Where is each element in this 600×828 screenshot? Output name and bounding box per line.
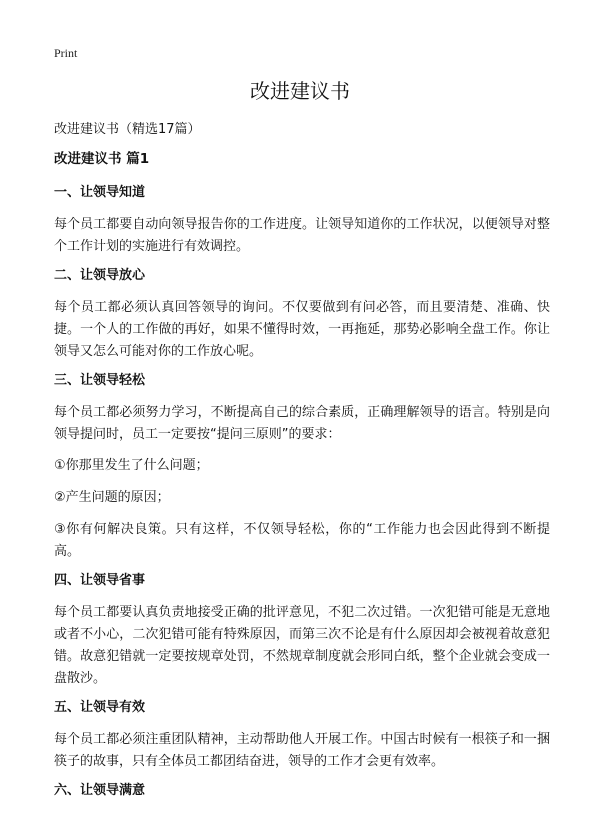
section-3: [54, 372, 550, 563]
paragraph: 每个员工都要认真负责地接受正确的批评意见，不犯二次过错。一次犯错可能是无意地或者不小心，二次犯错可能有特殊原因，而第三次不论是有什么原因却会被视着故意犯错。故意犯错就一定要按规章处罚，不然规章制度就会形同白纸，整个企业就会变成一盘散沙。: [54, 605, 550, 686]
part-heading: 改进建议书 篇1: [54, 151, 150, 167]
list-item: ③你有何解决良策。只有这样，不仅领导轻松，你的“工作能力也会因此得到不断提高。: [54, 522, 550, 559]
section-2: [54, 267, 550, 363]
document-subtitle: 改进建议书（精选17篇）: [54, 122, 201, 137]
section-6: [54, 782, 550, 800]
list-item: ②产生问题的原因；: [54, 490, 170, 505]
paragraph: 每个员工都必须注重团队精神，主动帮助他人开展工作。中国古时候有一根筷子和一捆筷子的故事，只有全体员工都团结奋进，领导的工作才会更有效率。: [54, 732, 550, 769]
section-heading: 三、让领导轻松: [54, 373, 146, 388]
section-5: [54, 699, 550, 773]
document-title: 改进建议书: [250, 79, 350, 103]
section-heading: 五、让领导有效: [54, 700, 146, 715]
print-link[interactable]: Print: [54, 46, 78, 60]
paragraph: 每个员工都必须努力学习，不断提高自己的综合素质，正确理解领导的语言。特别是向领导提问时，员工一定要按“提问三原则”的要求：: [54, 405, 550, 442]
paragraph: 每个员工都必须认真回答领导的询问。不仅要做到有问必答，而且要清楚、准确、快捷。一个人的工作做的再好，如果不懂得时效，一再拖延，那势必影响全盘工作。你让领导又怎么可能对你的工作放心呢。: [54, 300, 550, 359]
document-content: [54, 150, 550, 812]
section-heading: 六、让领导满意: [54, 783, 146, 798]
paragraph: 每个员工都要自动向领导报告你的工作进度。让领导知道你的工作状况，以便领导对整个工作计划的实施进行有效调控。: [54, 217, 550, 254]
section-4: [54, 572, 550, 690]
section-heading: 一、让领导知道: [54, 185, 146, 200]
section-heading: 四、让领导省事: [54, 573, 146, 588]
list-item: ①你那里发生了什么问题；: [54, 458, 209, 473]
section-1: [54, 184, 550, 258]
section-heading: 二、让领导放心: [54, 268, 146, 283]
